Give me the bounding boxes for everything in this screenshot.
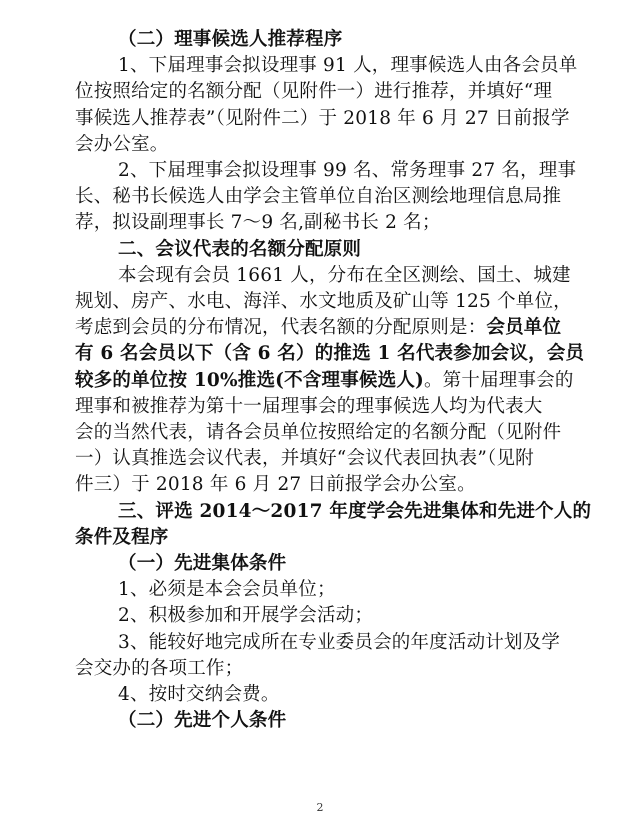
para-3-line-3-normal: 考虑到会员的分布情况，代表名额的分配原则是： <box>75 317 487 339</box>
heading-candidate-procedure: （二）理事候选人推荐程序 <box>118 29 343 50</box>
para-2-line-2: 长、秘书长候选人由学会主管单位自治区测绘地理信息局推 <box>75 186 562 208</box>
heading-evaluation-1: 三、评选 2014～2017 年度学会先进集体和先进个人的 <box>118 500 592 522</box>
para-3-line-3 <box>75 316 565 340</box>
para-3-line-5-normal: 。第十届理事会的 <box>423 369 574 391</box>
item-4: 4、按时交纳会费。 <box>118 684 280 705</box>
para-2-line-3: 荐，拟设副理事长 7～9 名,副秘书长 2 名； <box>75 212 441 234</box>
para-3-line-2: 规划、房产、水电、海洋、水文地质及矿山等 125 个单位， <box>75 291 572 312</box>
para-1-line-3: 事候选人推荐表”（见附件二）于 2018 年 6 月 27 日前报学 <box>75 107 570 129</box>
page-number: 2 <box>316 801 324 814</box>
heading-collective-conditions: （一）先进集体条件 <box>118 553 287 574</box>
para-3-line-5-bold: 较多的单位按 10%推选(不含理事候选人) <box>75 369 424 391</box>
para-3-line-3-bold: 会员单位 <box>486 317 562 339</box>
heading-individual-conditions: （二）先进个人条件 <box>118 710 287 732</box>
para-3-line-6: 理事和被推荐为第十一届理事会的理事候选人均为代表大 <box>75 395 543 417</box>
heading-quota-principle: 二、会议代表的名额分配原则 <box>118 238 362 260</box>
para-1-line-1: 1、下届理事会拟设理事 91 人，理事候选人由各会员单 <box>118 55 578 77</box>
para-3-line-4: 有 6 名会员以下（含 6 名）的推选 1 名代表参加会议，会员 <box>75 343 585 365</box>
para-1-line-4: 会办公室。 <box>75 133 169 155</box>
para-2-line-1: 2、下届理事会拟设理事 99 名、常务理事 27 名，理事 <box>118 160 577 181</box>
para-3-line-8: 一）认真推选会议代表，并填好“会议代表回执表”（见附 <box>75 448 534 470</box>
para-1-line-2: 位按照给定的名额分配（见附件一）进行推荐，并填好“理 <box>75 81 553 103</box>
item-1: 1、必须是本会会员单位； <box>118 579 336 601</box>
item-3-line-2: 会交办的各项工作； <box>75 657 244 679</box>
para-3-line-7: 会的当然代表，请各会员单位按照给定的名额分配（见附件 <box>75 422 562 443</box>
para-3-line-1: 本会现有会员 1661 人，分布在全区测绘、国土、城建 <box>118 264 571 286</box>
item-2: 2、积极参加和开展学会活动； <box>118 605 374 627</box>
item-3-line-1: 3、能较好地完成所在专业委员会的年度活动计划及学 <box>118 631 561 653</box>
para-3-line-5 <box>75 369 574 393</box>
para-3-line-9: 件三）于 2018 年 6 月 27 日前报学会办公室。 <box>75 474 476 496</box>
heading-evaluation-2: 条件及程序 <box>75 526 169 548</box>
